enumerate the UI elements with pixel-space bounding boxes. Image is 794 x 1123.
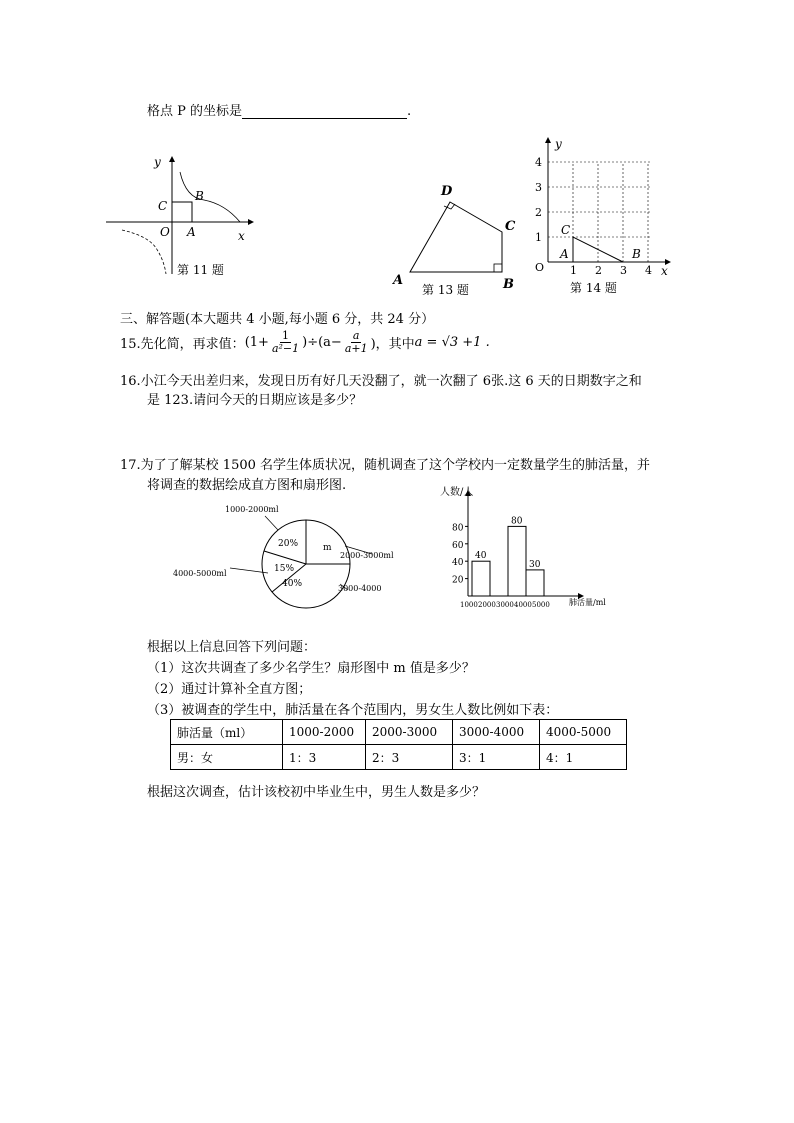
question-15 (120, 330, 490, 355)
ytick: 1 (535, 231, 542, 244)
q17-line2: 将调查的数据绘成直方图和扇形图. (147, 478, 347, 493)
pie-slice-m: m (323, 543, 332, 553)
y-arrow-icon (545, 137, 551, 143)
xtick: 1 (570, 264, 577, 277)
table-cell: 4：1 (540, 745, 627, 770)
table-row (171, 720, 627, 745)
figure-11 (100, 150, 260, 280)
q15-prefix: 15.先化简，再求值： (120, 337, 245, 352)
q17-sub3: （3）被调查的学生中，肺活量在各个范围内，男女生人数比例如下表： (147, 703, 559, 718)
label-A: A (560, 247, 569, 261)
q15-condition: a = √3 +1 . (414, 335, 490, 350)
right-angle-D (444, 204, 455, 209)
bar (526, 570, 544, 596)
q17-line1: 17.为了了解某校 1500 名学生体质状况，随机调查了这个学校内一定数量学生的肺活量，并 (120, 458, 651, 473)
ytick: 4 (535, 156, 542, 169)
frac2-den: a+1 (344, 342, 368, 355)
pie-label-1: 1000-2000ml (225, 505, 279, 514)
table-cell: 4000-5000 (540, 720, 627, 745)
label-C: C (561, 223, 571, 237)
figure-14 (525, 135, 675, 297)
table-cell: 3000-4000 (453, 720, 540, 745)
right-angle-B (494, 264, 502, 272)
pie-divider (264, 551, 306, 564)
q16-line1: 16.小江今天出差归来，发现日历有好几天没翻了，就一次翻了 6张.这 6 天的日期数字之和 (120, 374, 642, 389)
ratio-table (170, 719, 627, 770)
frac1-num: 1 (282, 329, 290, 342)
table-cell: 2：3 (366, 745, 453, 770)
hyperbola-q1 (180, 172, 240, 222)
table-cell: 1：3 (283, 745, 366, 770)
quadrilateral (410, 202, 502, 272)
label-A: A (393, 273, 404, 288)
label-x: x (661, 264, 668, 278)
leader-line (265, 516, 278, 530)
histogram (430, 480, 620, 610)
figure-13 (385, 180, 525, 295)
q17-sub1: （1）这次共调查了多少名学生？扇形图中 m 值是多少？ (147, 661, 475, 676)
q16-line2: 是 123.请问今天的日期应该是多少？ (147, 393, 363, 408)
label-x: x (238, 229, 245, 243)
xtick-label: 5000 (532, 601, 550, 609)
label-y: y (555, 137, 562, 151)
answer-blank (242, 104, 407, 119)
label-B: B (195, 189, 204, 203)
question-fill-line (147, 100, 411, 119)
q17-intro: 根据以上信息回答下列问题： (147, 640, 317, 655)
pie-slice-15: 15% (274, 564, 295, 574)
caption-13: 第 13 题 (422, 283, 469, 295)
table-cell: 肺活量（ml） (171, 720, 283, 745)
bar-value-label: 30 (529, 559, 541, 570)
fill-end: . (407, 104, 412, 119)
label-C: C (158, 199, 168, 213)
y-arrow-icon (169, 156, 175, 162)
pie-label-2: 2000-3000ml (340, 551, 394, 560)
xtick-label: 1000 (460, 601, 478, 609)
pie-chart (170, 498, 410, 616)
label-O: O (160, 225, 170, 239)
ytick: 2 (535, 206, 542, 219)
hist-xlabel: 肺活量/ml (569, 598, 606, 607)
pie-slice-40: 40% (282, 579, 303, 589)
xtick: 4 (645, 264, 652, 277)
q17-final: 根据这次调查，估计该校初中毕业生中，男生人数是多少？ (147, 785, 486, 800)
fill-text: 格点 P 的坐标是 (147, 104, 243, 119)
q17-sub2: （2）通过计算补全直方图； (147, 682, 312, 697)
ytick-label: 60 (452, 540, 464, 551)
q15-mid: )÷(a− (302, 335, 342, 350)
xtick-label: 2000 (478, 601, 496, 609)
table-cell: 男：女 (171, 745, 283, 770)
table-row (171, 745, 627, 770)
label-C: C (505, 219, 516, 234)
caption-14: 第 14 题 (570, 281, 617, 295)
bar-value-label: 80 (511, 516, 523, 527)
ytick-label: 80 (452, 523, 464, 534)
section-title: 三、解答题(本大题共 4 小题,每小题 6 分，共 24 分） (120, 312, 435, 327)
bar (472, 561, 490, 596)
ytick-label: 40 (452, 558, 464, 569)
fraction-1 (270, 330, 301, 355)
x-arrow-icon (248, 219, 254, 225)
table-cell: 1000-2000 (283, 720, 366, 745)
label-O: O (535, 261, 545, 274)
ytick-label: 20 (452, 575, 464, 586)
q15-close: )，其中 (370, 337, 415, 352)
label-y: y (154, 155, 161, 169)
table-cell: 2000-3000 (366, 720, 453, 745)
caption-11: 第 11 题 (177, 263, 224, 277)
bar (508, 526, 526, 596)
frac2-num: a (352, 329, 360, 342)
label-A: A (187, 225, 196, 239)
bar-value-label: 40 (475, 551, 487, 562)
label-B: B (503, 277, 514, 292)
xtick: 3 (620, 264, 627, 277)
fraction-2 (343, 330, 370, 355)
frac1-den: a²−1 (271, 342, 300, 355)
xtick: 2 (595, 264, 602, 277)
label-D: D (441, 184, 453, 199)
xtick-label: 4000 (514, 601, 532, 609)
xtick-label: 3000 (496, 601, 514, 609)
square (172, 202, 192, 222)
hist-ylabel: 人数/人 (440, 487, 474, 498)
ytick: 3 (535, 181, 542, 194)
pie-label-3: 3000-4000 (338, 584, 382, 593)
q15-open: (1+ (244, 335, 269, 350)
pie-label-4: 4000-5000ml (173, 569, 227, 578)
pie-slice-20: 20% (278, 539, 299, 549)
label-B: B (632, 247, 641, 261)
table-cell: 3：1 (453, 745, 540, 770)
